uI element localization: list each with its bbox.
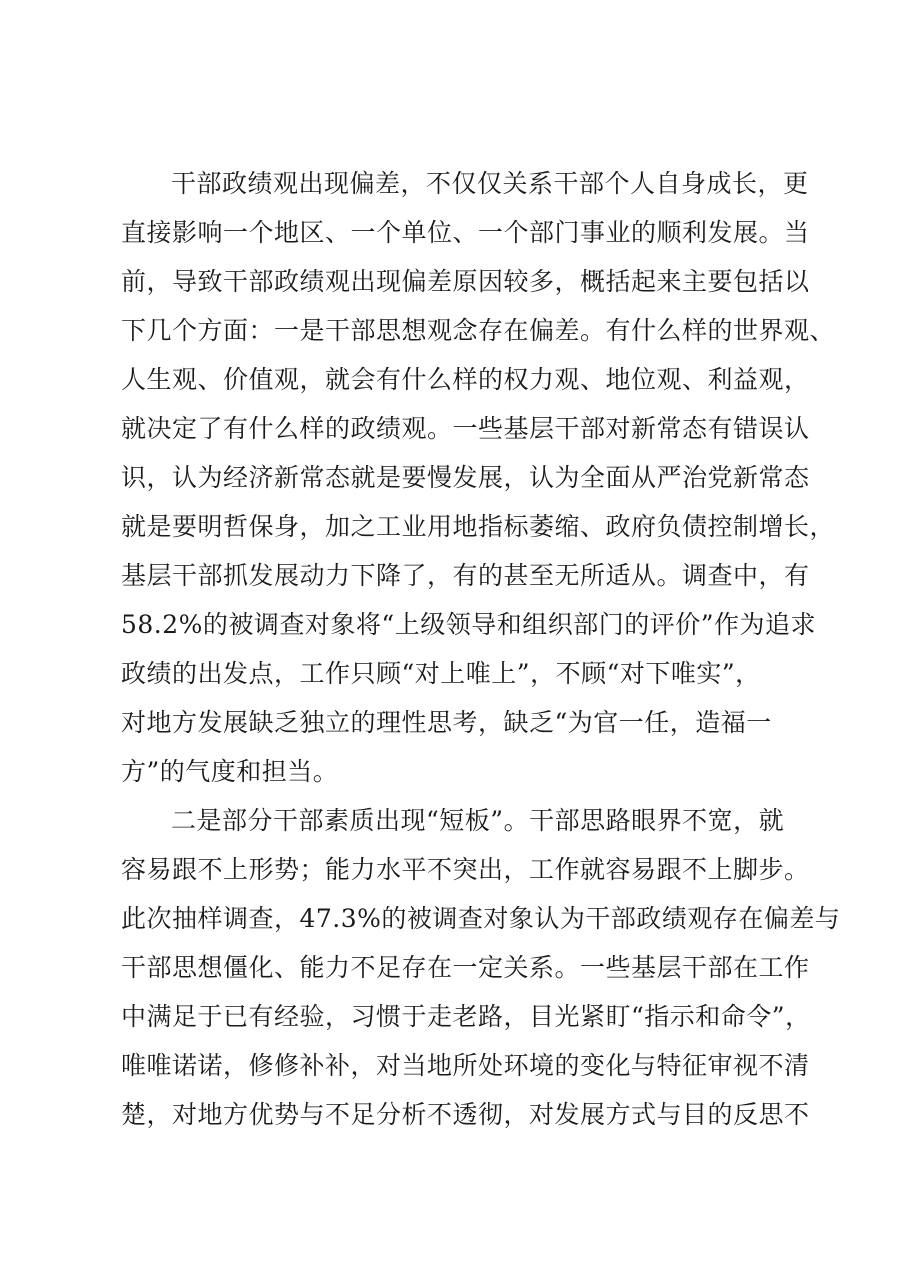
paragraph-1-line-9: 基层干部抓发展动力下降了，有的甚至无所适从。调查中，有 — [121, 561, 810, 590]
paragraph-2-line-6: 唯唯诺诺，修修补补，对当地所处环境的变化与特征审视不清 — [121, 1051, 810, 1080]
paragraph-1-line-5: 人生观、价值观，就会有什么样的权力观、地位观、利益观， — [121, 365, 810, 394]
paragraph-2-line-3: 此次抽样调查，47.3%的被调查对象认为干部政绩观存在偏差与 — [121, 904, 841, 933]
paragraph-1-line-2: 直接影响一个地区、一个单位、一个部门事业的顺利发展。当 — [121, 218, 810, 247]
paragraph-1-line-3: 前，导致干部政绩观出现偏差原因较多，概括起来主要包括以 — [121, 267, 810, 296]
paragraph-2-line-7: 楚，对地方优势与不足分析不透彻，对发展方式与目的反思不 — [121, 1100, 810, 1129]
paragraph-1-line-10: 58.2%的被调查对象将“上级领导和组织部门的评价”作为追求 — [121, 610, 816, 639]
paragraph-1-line-1: 干部政绩观出现偏差，不仅仅关系干部个人自身成长，更 — [171, 169, 809, 198]
paragraph-1-line-6: 就决定了有什么样的政绩观。一些基层干部对新常态有错误认 — [121, 414, 810, 443]
paragraph-1-line-13: 方”的气度和担当。 — [121, 757, 339, 786]
paragraph-2-line-2: 容易跟不上形势；能力水平不突出，工作就容易跟不上脚步。 — [121, 855, 810, 884]
paragraph-1-line-12: 对地方发展缺乏独立的理性思考，缺乏“为官一任，造福一 — [121, 708, 772, 737]
paragraph-2-line-1: 二是部分干部素质出现“短板”。干部思路眼界不宽，就 — [171, 806, 785, 835]
paragraph-1-line-8: 就是要明哲保身，加之工业用地指标萎缩、政府负债控制增长， — [121, 512, 836, 541]
paragraph-2-line-5: 中满足于已有经验，习惯于走老路，目光紧盯“指示和命令”， — [121, 1002, 811, 1031]
paragraph-1-line-7: 识，认为经济新常态就是要慢发展，认为全面从严治党新常态 — [121, 463, 810, 492]
paragraph-2-line-4: 干部思想僵化、能力不足存在一定关系。一些基层干部在工作 — [121, 953, 810, 982]
paragraph-1-line-11: 政绩的出发点，工作只顾“对上唯上”，不顾“对下唯实”， — [121, 659, 761, 688]
paragraph-1-line-4: 下几个方面：一是干部思想观念存在偏差。有什么样的世界观、 — [121, 316, 836, 345]
